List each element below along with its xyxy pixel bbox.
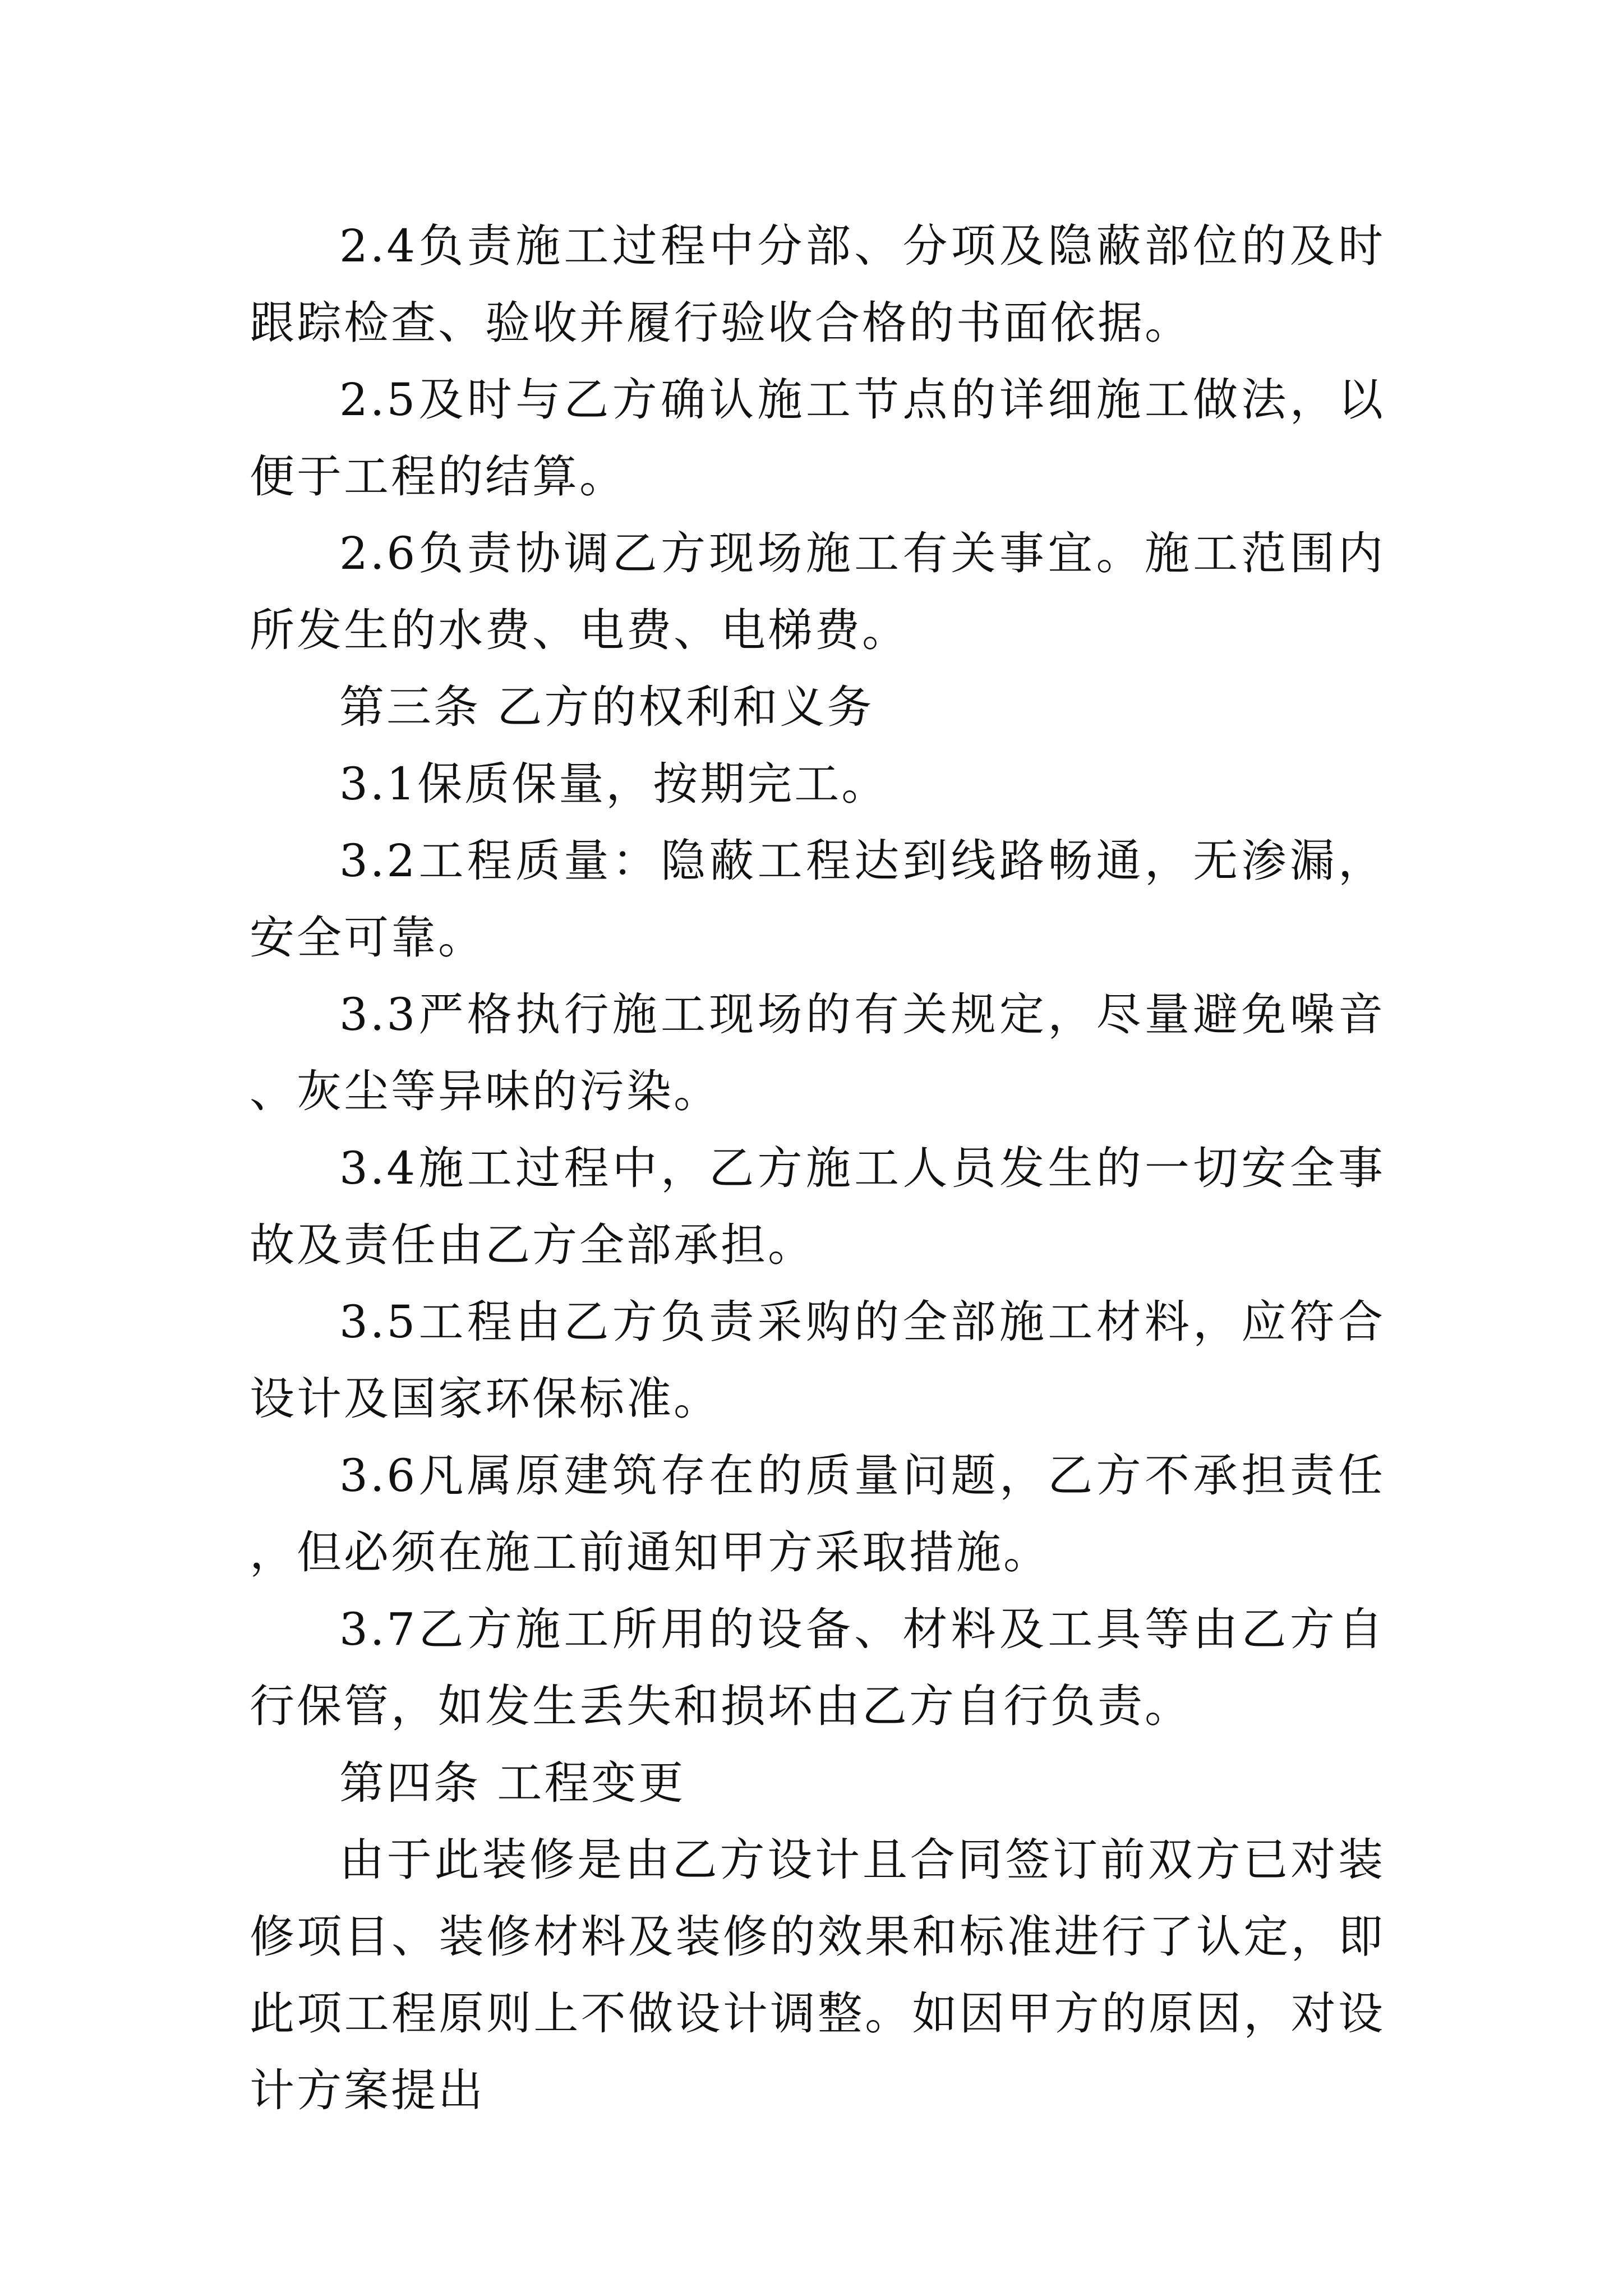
- article-3-heading: 第三条 乙方的权利和义务: [339, 681, 874, 733]
- clause-2-5: 2.5及时与乙方确认施工节点的详细施工做法，以便于工程的结算。: [250, 374, 1385, 503]
- clause-3-7: 3.7乙方施工所用的设备、材料及工具等由乙方自行保管，如发生丢失和损坏由乙方自行负责。: [250, 1603, 1385, 1732]
- article-4-body: 由于此装修是由乙方设计且合同签订前双方已对装修项目、装修材料及装修的效果和标准进行了认定，即此项工程原则上不做设计调整。如因甲方的原因，对设计方案提出: [250, 1834, 1385, 2116]
- clause-3-5: 3.5工程由乙方负责采购的全部施工材料，应符合设计及国家环保标准。: [250, 1296, 1385, 1425]
- clause-3-1: 3.1保质保量，按期完工。: [339, 758, 889, 810]
- clause-3-2: 3.2工程质量：隐蔽工程达到线路畅通，无渗漏，安全可靠。: [250, 835, 1385, 964]
- clause-2-4: 2.4负责施工过程中分部、分项及隐蔽部位的及时跟踪检查、验收并履行验收合格的书面依据。: [250, 220, 1385, 349]
- clause-3-6: 3.6凡属原建筑存在的质量问题，乙方不承担责任，但必须在施工前通知甲方采取措施。: [250, 1450, 1385, 1579]
- clause-3-3: 3.3严格执行施工现场的有关规定，尽量避免噪音、灰尘等异味的污染。: [250, 988, 1385, 1117]
- document-body: [250, 208, 1385, 2129]
- article-4-heading: 第四条 工程变更: [339, 1757, 686, 1809]
- clause-3-4: 3.4施工过程中，乙方施工人员发生的一切安全事故及责任由乙方全部承担。: [250, 1142, 1385, 1271]
- clause-2-6: 2.6负责协调乙方现场施工有关事宜。施工范围内所发生的水费、电费、电梯费。: [250, 527, 1385, 656]
